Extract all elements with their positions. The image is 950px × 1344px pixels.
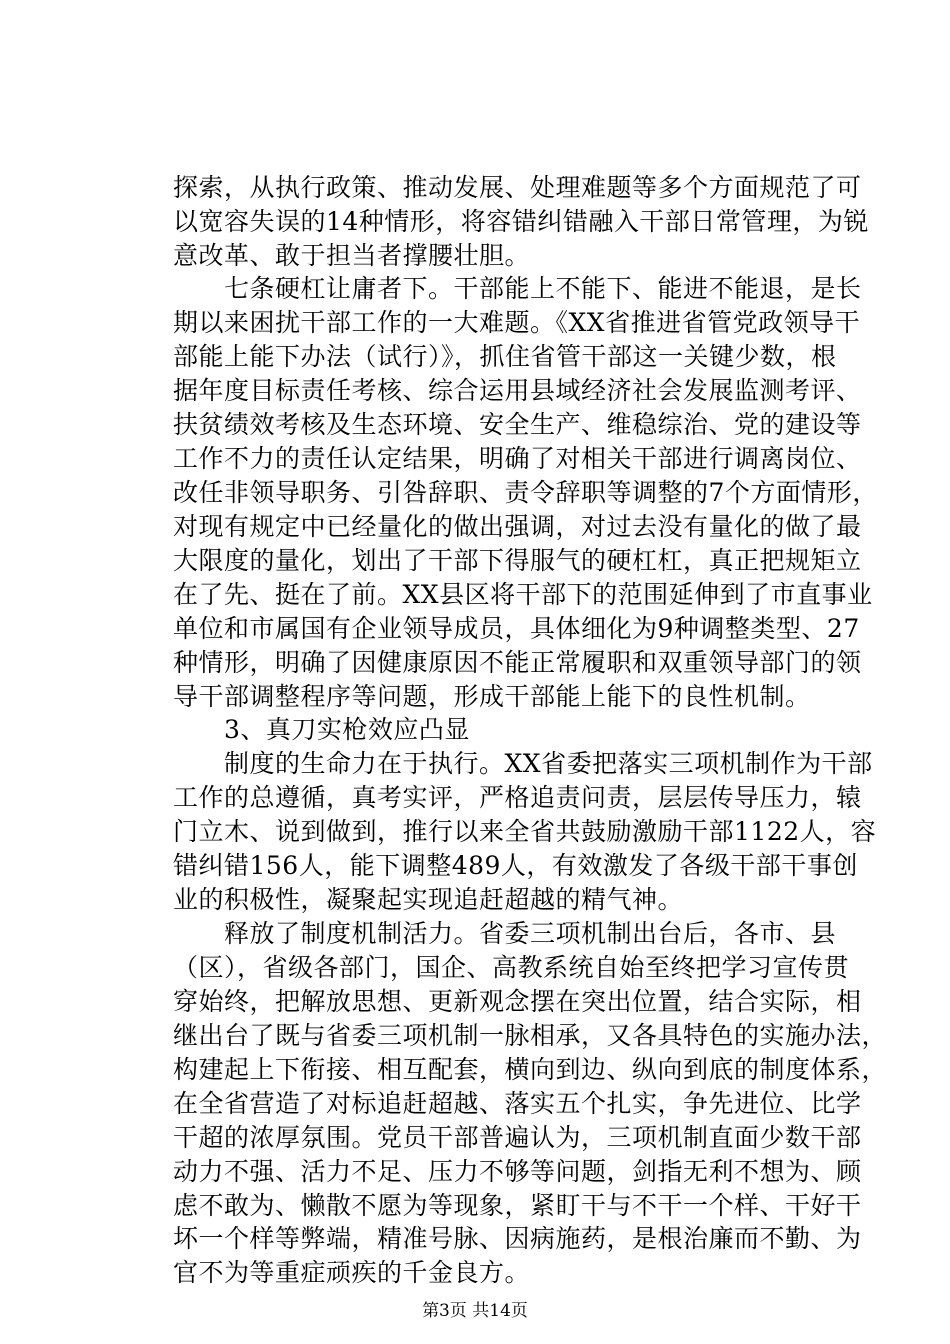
body-line: 业的积极性，凝聚起实现追赶超越的精气神。 [173,885,684,914]
body-line: 工作不力的责任认定结果，明确了对相关干部进行调离岗位、 [173,444,862,473]
body-line: 穿始终，把解放思想、更新观念摆在突出位置，结合实际，相 [173,987,862,1016]
page-number-footer: 第3页 共14页 [422,1301,528,1321]
body-line: 门立木、说到做到，推行以来全省共鼓励激励干部1122人，容 [173,817,877,846]
body-line: 导干部调整程序等问题，形成干部能上能下的良性机制。 [173,682,811,711]
body-line: 对现有规定中已经量化的做出强调，对过去没有量化的做了最 [173,512,862,541]
body-line: 七条硬杠让庸者下。干部能上不能下、能进不能退，是长 [173,274,862,303]
body-line: （区），省级各部门，国企、高教系统自始至终把学习宣传贯 [173,953,850,982]
body-line: 部能上能下办法（试行）》，抓住省管干部这一关键少数，根 [173,342,837,371]
body-line: 工作的总遵循，真考实评，严格追责问责，层层传导压力，辕 [173,783,862,812]
section-heading: 3、真刀实枪效应凸显 [173,715,470,744]
body-line: 动力不强、活力不足、压力不够等问题，剑指无利不想为、顾 [173,1157,862,1186]
body-line: 单位和市属国有企业领导成员，具体细化为9种调整类型、27 [173,614,860,643]
body-line: 种情形，明确了因健康原因不能正常履职和双重领导部门的领 [173,648,862,677]
body-line: 释放了制度机制活力。省委三项机制出台后，各市、县 [173,919,837,948]
body-line: 制度的生命力在于执行。XX省委把落实三项机制作为干部 [173,749,873,778]
body-line: 以宽容失误的14种情形，将容错纠错融入干部日常管理，为锐 [173,207,869,236]
body-line: 改任非领导职务、引咎辞职、责令辞职等调整的7个方面情形， [173,478,878,507]
body-line: 扶贫绩效考核及生态环境、安全生产、维稳综治、党的建设等 [173,410,862,439]
body-line: 意改革、敢于担当者撑腰壮胆。 [173,241,531,270]
body-line: 错纠错156人，能下调整489人，有效激发了各级干部干事创 [173,851,858,880]
body-line: 据年度目标责任考核、综合运用县域经济社会发展监测考评、 [173,376,862,405]
body-line: 探索，从执行政策、推动发展、处理难题等多个方面规范了可 [173,173,862,202]
body-line: 在全省营造了对标追赶超越、落实五个扎实，争先进位、比学 [173,1089,862,1118]
body-line: 坏一个样等弊端，精准号脉、因病施药，是根治廉而不勤、为 [173,1224,862,1253]
body-line: 在了先、挺在了前。XX县区将干部下的范围延伸到了市直事业 [173,580,873,609]
body-line: 干超的浓厚氛围。党员干部普遍认为，三项机制直面少数干部 [173,1123,862,1152]
body-line: 继出台了既与省委三项机制一脉相承，又各具特色的实施办法， [173,1021,888,1050]
body-line: 虑不敢为、懒散不愿为等现象，紧盯干与不干一个样、干好干 [173,1191,862,1220]
body-line: 构建起上下衔接、相互配套，横向到边、纵向到底的制度体系， [173,1055,888,1084]
body-line: 官不为等重症顽疾的千金良方。 [173,1258,531,1287]
body-line: 期以来困扰干部工作的一大难题。《XX省推进省管党政领导干 [173,308,861,337]
body-line: 大限度的量化，划出了干部下得服气的硬杠杠，真正把规矩立 [173,546,862,575]
